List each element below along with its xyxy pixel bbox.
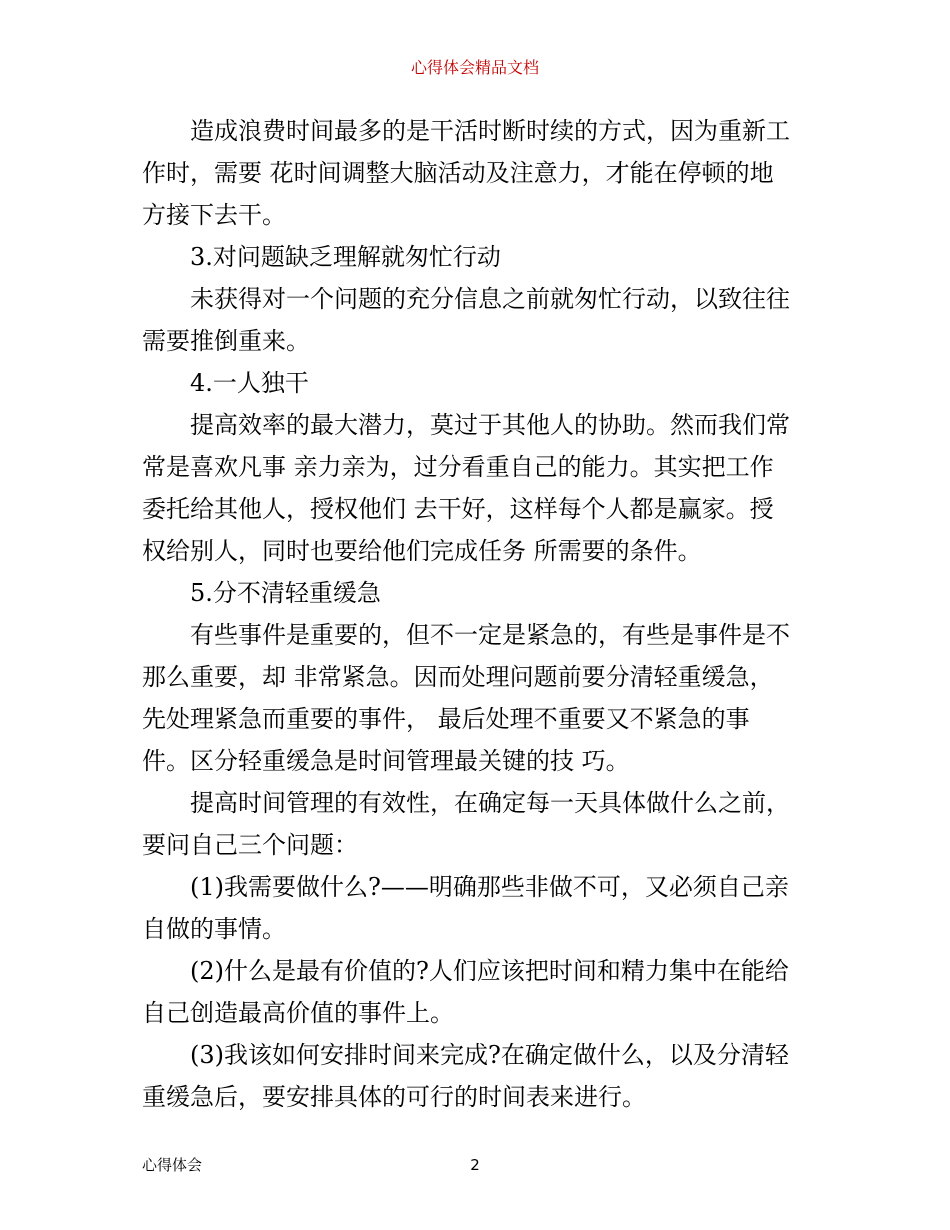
paragraph-line: 需要推倒重来。 xyxy=(142,327,310,355)
page-number: 2 xyxy=(470,1156,480,1174)
section-heading: 3.对问题缺乏理解就匆忙行动 xyxy=(190,243,501,271)
paragraph-line: 权给别人，同时也要给他们完成任务 所需要的条件。 xyxy=(142,537,702,565)
paragraph-line: 先处理紧急而重要的事件， 最后处理不重要又不紧急的事 xyxy=(142,705,750,733)
paragraph-line: 方接下去干。 xyxy=(142,201,286,229)
paragraph-line: 委托给其他人，授权他们 去干好，这样每个人都是赢家。授 xyxy=(142,495,774,523)
paragraph-line: 有些事件是重要的，但不一定是紧急的，有些是事件是不 xyxy=(190,621,790,649)
paragraph-line: 件。区分轻重缓急是时间管理最关键的技 巧。 xyxy=(142,747,630,775)
paragraph-line: 要问自己三个问题： xyxy=(142,831,358,859)
paragraph-line: 作时，需要 花时间调整大脑活动及注意力，才能在停顿的地 xyxy=(142,159,774,187)
document-body xyxy=(142,110,812,1118)
paragraph-line: 提高效率的最大潜力，莫过于其他人的协助。然而我们常 xyxy=(190,411,790,439)
paragraph-line: 自做的事情。 xyxy=(142,915,286,943)
header-title: 心得体会精品文档 xyxy=(410,58,539,77)
paragraph-line: 自己创造最高价值的事件上。 xyxy=(142,999,454,1027)
paragraph-line: 常是喜欢凡事 亲力亲为，过分看重自己的能力。其实把工作 xyxy=(142,453,774,481)
paragraph-line: 重缓急后，要安排具体的可行的时间表来进行。 xyxy=(142,1083,646,1111)
paragraph-line: (3)我该如何安排时间来完成?在确定做什么，以及分清轻 xyxy=(190,1041,789,1069)
paragraph-line: (1)我需要做什么?——明确那些非做不可，又必须自己亲 xyxy=(190,873,789,901)
paragraph-line: (2)什么是最有价值的?人们应该把时间和精力集中在能给 xyxy=(190,957,789,985)
paragraph-line: 未获得对一个问题的充分信息之前就匆忙行动，以致往往 xyxy=(190,285,790,313)
section-heading: 5.分不清轻重缓急 xyxy=(190,579,381,607)
paragraph-line: 造成浪费时间最多的是干活时断时续的方式，因为重新工 xyxy=(190,117,790,145)
section-heading: 4.一人独干 xyxy=(190,369,309,397)
paragraph-line: 那么重要，却 非常紧急。因而处理问题前要分清轻重缓急， xyxy=(142,663,774,691)
footer-label: 心得体会 xyxy=(142,1156,203,1174)
paragraph-line: 提高时间管理的有效性，在确定每一天具体做什么之前， xyxy=(190,789,790,817)
